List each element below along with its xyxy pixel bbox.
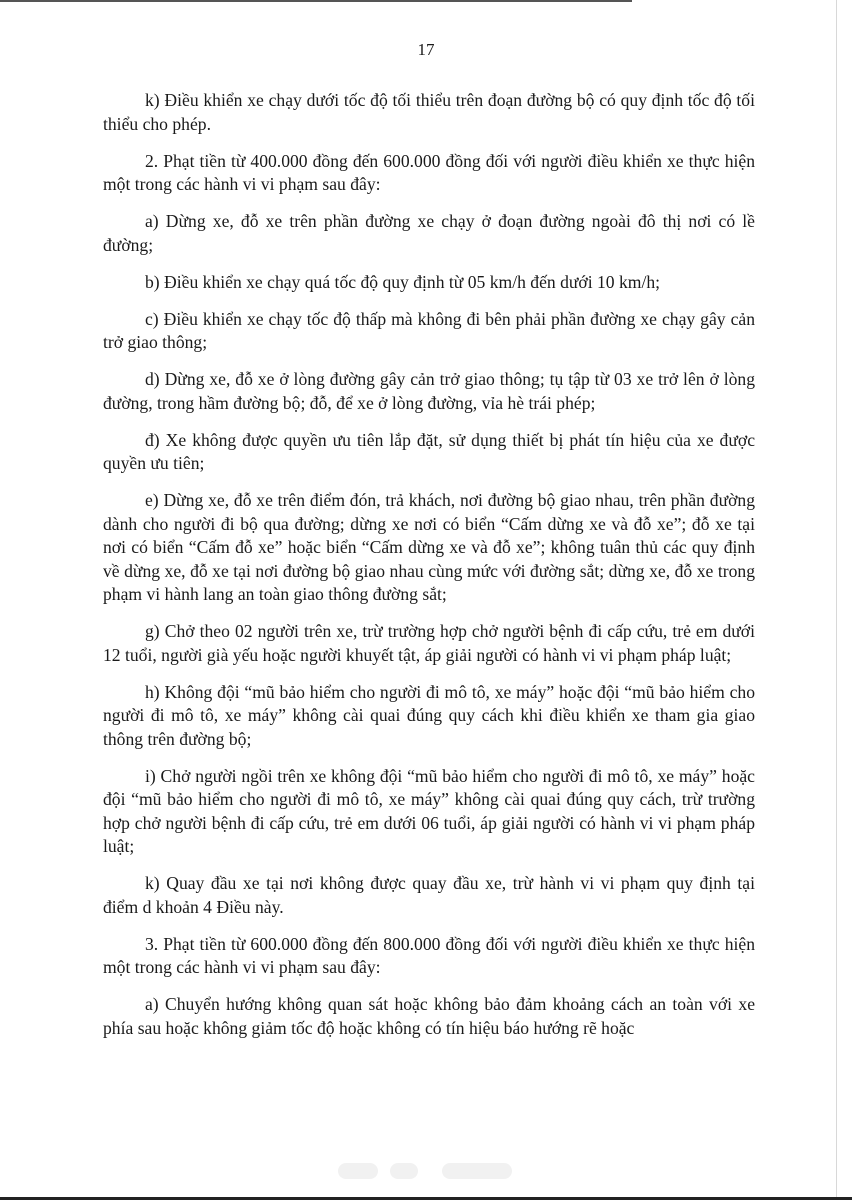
document-body <box>103 89 755 1040</box>
right-scan-edge <box>836 0 837 1200</box>
paragraph-2c: c) Điều khiển xe chạy tốc độ thấp mà không đi bên phải phần đường xe chạy gây cản trở giao thông; <box>103 308 755 352</box>
scan-smudge <box>390 1163 418 1179</box>
paragraph-2i: i) Chở người ngồi trên xe không đội “mũ bảo hiểm cho người đi mô tô, xe máy” hoặc đội “mũ bảo hiểm cho người đi mô tô, xe máy” không cài quai đúng quy cách, trừ trường hợp chở người bệnh đi cấp cứu, trẻ em dưới 06 tuổi, áp giải người có hành vi vi phạm pháp luật; <box>103 765 755 856</box>
scan-smudge <box>338 1163 378 1179</box>
paragraph-2g: g) Chở theo 02 người trên xe, trừ trường hợp chở người bệnh đi cấp cứu, trẻ em dưới 12 tuổi, người già yếu hoặc người khuyết tật, áp giải người có hành vi vi phạm pháp luật; <box>103 621 755 665</box>
paragraph-2e: e) Dừng xe, đỗ xe trên điểm đón, trả khách, nơi đường bộ giao nhau, trên phần đường dành cho người đi bộ qua đường; dừng xe nơi có biển “Cấm dừng xe và đỗ xe”; đỗ xe tại nơi có biển “Cấm đỗ xe” hoặc biển “Cấm dừng xe và đỗ xe”; không tuân thủ các quy định về dừng xe, đỗ xe tại nơi đường bộ giao nhau cùng mức với đường sắt; dừng xe, đỗ xe trong phạm vi hành lang an toàn giao thông đường sắt; <box>103 490 755 604</box>
paragraph-2dd: đ) Xe không được quyền ưu tiên lắp đặt, sử dụng thiết bị phát tín hiệu của xe được quyền ưu tiên; <box>103 429 755 473</box>
paragraph-2k: k) Quay đầu xe tại nơi không được quay đầu xe, trừ hành vi vi phạm quy định tại điểm d khoản 4 Điều này. <box>103 873 755 917</box>
paragraph-2d: d) Dừng xe, đỗ xe ở lòng đường gây cản trở giao thông; tụ tập từ 03 xe trở lên ở lòng đường, trong hầm đường bộ; đỗ, để xe ở lòng đường, vỉa hè trái phép; <box>103 369 755 413</box>
paragraph-3-fine-600k-800k: 3. Phạt tiền từ 600.000 đồng đến 800.000 đồng đối với người điều khiển xe thực hiện một trong các hành vi vi phạm sau đây: <box>103 933 755 977</box>
paragraph-1-k-min-speed: k) Điều khiển xe chạy dưới tốc độ tối thiểu trên đoạn đường bộ có quy định tốc độ tối thiểu cho phép. <box>103 90 755 134</box>
paragraph-2b: b) Điều khiển xe chạy quá tốc độ quy định từ 05 km/h đến dưới 10 km/h; <box>145 271 661 292</box>
scan-smudge <box>442 1163 512 1179</box>
paragraph-2h: h) Không đội “mũ bảo hiểm cho người đi mô tô, xe máy” hoặc đội “mũ bảo hiểm cho người đi mô tô, xe máy” không cài quai đúng quy cách khi điều khiển xe tham gia giao thông trên đường bộ; <box>103 681 755 749</box>
top-border-line <box>0 0 632 2</box>
paragraph-2-fine-400k-600k: 2. Phạt tiền từ 400.000 đồng đến 600.000 đồng đối với người điều khiển xe thực hiện một trong các hành vi vi phạm sau đây: <box>103 150 755 194</box>
paragraph-3a: a) Chuyển hướng không quan sát hoặc không bảo đảm khoảng cách an toàn với xe phía sau hoặc không giảm tốc độ hoặc không có tín hiệu báo hướng rẽ hoặc <box>103 994 755 1038</box>
page-number: 17 <box>417 40 435 59</box>
paragraph-2a: a) Dừng xe, đỗ xe trên phần đường xe chạy ở đoạn đường ngoài đô thị nơi có lề đường; <box>103 211 755 255</box>
